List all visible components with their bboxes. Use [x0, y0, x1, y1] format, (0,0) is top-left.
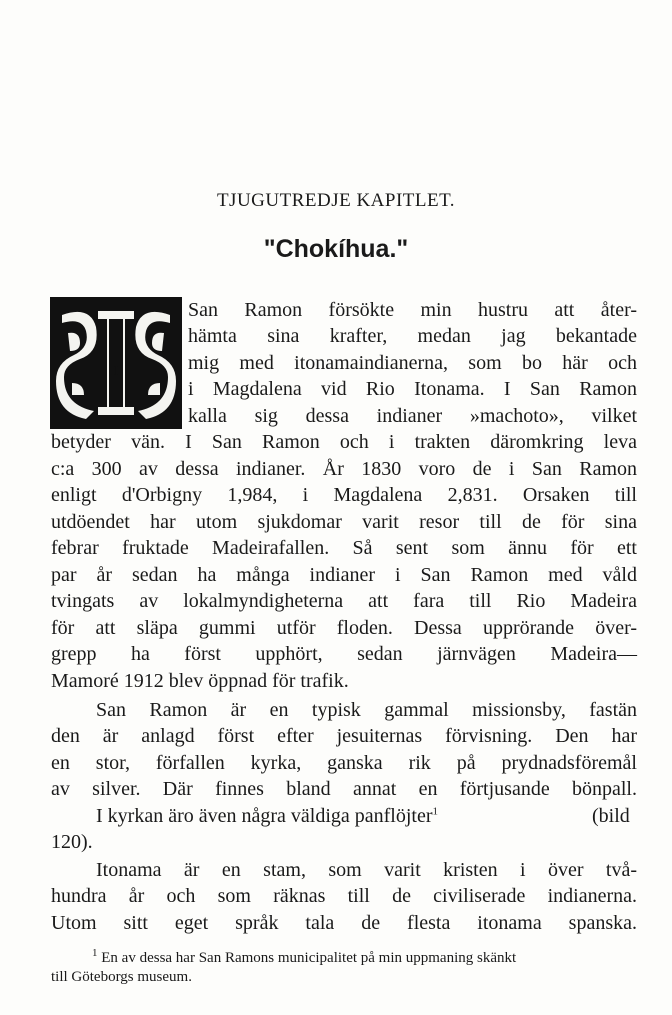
- text-line: Utom sitt eget språk tala de flesta itonama spanska.: [51, 912, 637, 934]
- drop-cap-letter: I: [113, 364, 119, 379]
- text-line: den är anlagd först efter jesuiternas förvisning. Den har: [51, 725, 637, 747]
- footnote-line: till Göteborgs museum.: [51, 969, 192, 985]
- text-line: [96, 803, 438, 829]
- drop-cap-ornament: [50, 297, 182, 429]
- text-line: San Ramon är en typisk gammal missionsby, fastän: [96, 699, 637, 721]
- text-fragment: I kyrkan äro även några väldiga panflöjter: [96, 805, 433, 827]
- text-line: av silver. Där finnes bland annat en förtjusande bönpall.: [51, 778, 637, 800]
- footnote-marker: 1: [92, 947, 98, 959]
- text-line: hämta sina krafter, medan jag bekantade: [188, 325, 637, 347]
- text-line: kalla sig dessa indianer »machoto», vilket: [188, 405, 637, 427]
- text-line: San Ramon försökte min hustru att åter-: [188, 299, 637, 321]
- text-line: (bild: [592, 805, 630, 827]
- text-line: tvingats av lokalmyndigheterna att fara till Rio Madeira: [51, 590, 637, 612]
- text-line: i Magdalena vid Rio Itonama. I San Ramon: [188, 378, 637, 400]
- text-line: c:a 300 av dessa indianer. År 1830 voro de i San Ramon: [51, 458, 637, 480]
- text-line: par år sedan ha många indianer i San Ramon med våld: [51, 564, 637, 586]
- text-line: för att släpa gummi utför floden. Dessa upprörande över-: [51, 617, 637, 639]
- text-line: en stor, förfallen kyrka, ganska rik på prydnadsföremål: [51, 752, 637, 774]
- chapter-heading: TJUGUTREDJE KAPITLET.: [216, 190, 456, 211]
- text-line: utdöendet har utom sjukdomar varit resor till de för sina: [51, 511, 637, 533]
- footnote: [92, 948, 516, 968]
- text-line: enligt d'Orbigny 1,984, i Magdalena 2,831. Orsaken till: [51, 484, 637, 506]
- text-line: mig med itonamaindianerna, som bo här och: [188, 352, 637, 374]
- text-line: Itonama är en stam, som varit kristen i över två-: [96, 859, 637, 881]
- chapter-title: "Chokíhua.": [263, 235, 409, 263]
- text-line: 120).: [51, 831, 93, 853]
- text-line: grepp ha först upphört, sedan järnvägen Madeira—: [51, 643, 637, 665]
- footnote-ref: 1: [432, 805, 439, 818]
- footnote-line: En av dessa har San Ramons municipalitet på min uppmaning skänkt: [101, 950, 517, 966]
- text-line: hundra år och som räknas till de civiliserade indianerna.: [51, 885, 637, 907]
- text-line: Mamoré 1912 blev öppnad för trafik.: [51, 670, 349, 692]
- text-line: betyder vän. I San Ramon och i trakten däromkring leva: [51, 431, 637, 453]
- text-line: febrar fruktade Madeirafallen. Så sent som ännu för ett: [51, 537, 637, 559]
